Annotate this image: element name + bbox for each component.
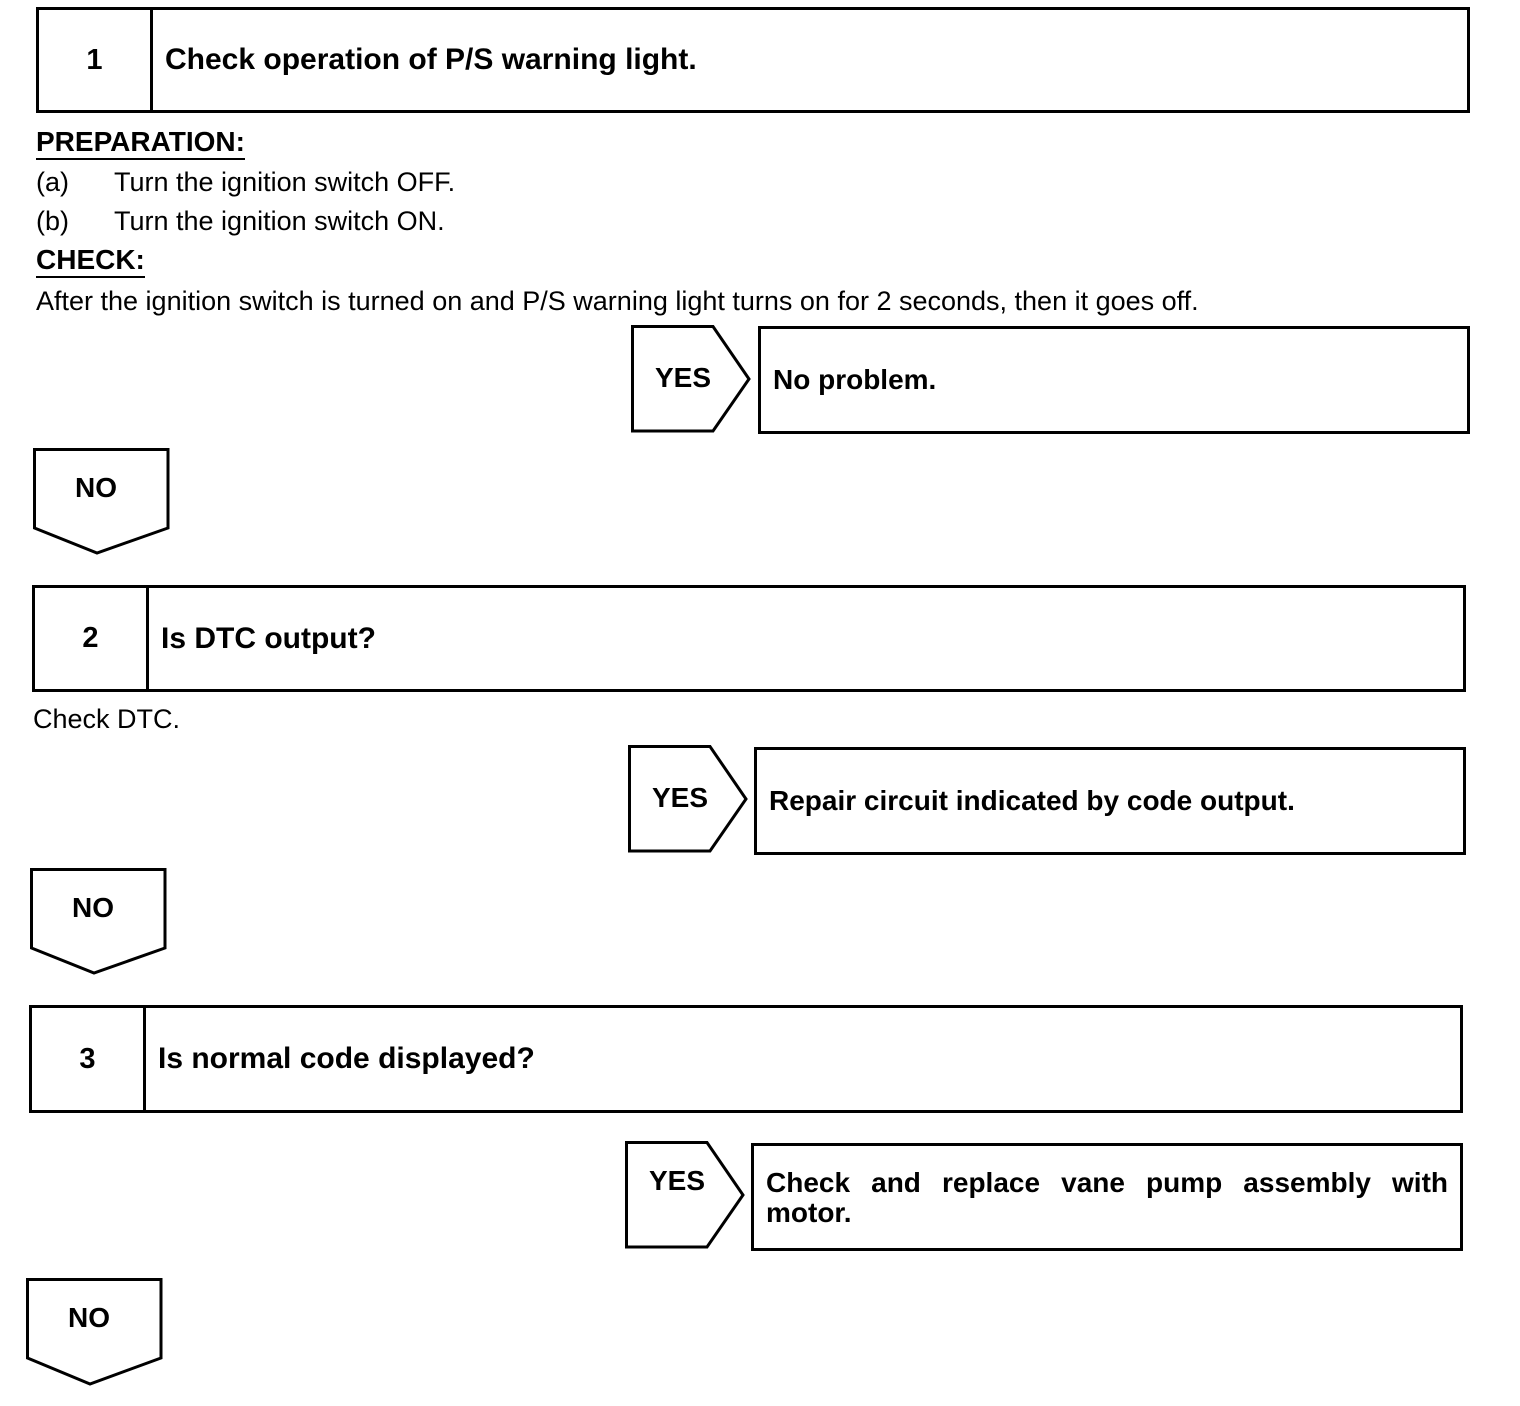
step-3-title: Is normal code displayed? [158, 1042, 535, 1075]
step-1-yes-result: No problem. [758, 326, 1470, 434]
step-1-no-arrow [33, 448, 170, 555]
preparation-heading: PREPARATION: [36, 126, 245, 160]
step-3-number: 3 [32, 1008, 146, 1110]
step-3-yes-result-line-1: Check and replace vane pump assembly with [766, 1167, 1448, 1198]
step-3-no-label: NO [68, 1302, 110, 1333]
step-2-note: Check DTC. [33, 704, 181, 734]
step-2-yes-label: YES [652, 782, 709, 813]
check-text: After the ignition switch is turned on and P/S warning light turns on for 2 seconds, then it goes off. [36, 286, 1199, 316]
preparation-item-a [36, 166, 455, 198]
step-2-yes-result: Repair circuit indicated by code output. [754, 747, 1466, 855]
step-3-yes-result [751, 1143, 1463, 1251]
step-1-number: 1 [39, 10, 153, 110]
step-2-number: 2 [35, 588, 149, 689]
step-3-no-arrow [26, 1278, 163, 1386]
preparation-item-b-tag: (b) [36, 206, 69, 236]
step-3-header [29, 1005, 1463, 1113]
step-3-yes-arrow [625, 1141, 747, 1249]
check-heading: CHECK: [36, 244, 145, 278]
preparation-item-a-tag: (a) [36, 167, 69, 197]
step-2-yes-arrow [628, 745, 750, 853]
step-1-title: Check operation of P/S warning light. [165, 43, 697, 76]
step-1-header [36, 7, 1470, 113]
step-1-yes-label: YES [655, 362, 712, 393]
preparation-item-b [36, 205, 445, 237]
step-2-no-arrow [30, 868, 167, 975]
step-1-no-label: NO [75, 472, 117, 503]
step-1-yes-arrow [631, 325, 753, 433]
step-2-header [32, 585, 1466, 692]
step-2-no-label: NO [72, 892, 114, 923]
step-3-yes-label: YES [649, 1165, 706, 1196]
step-2-title: Is DTC output? [161, 621, 376, 655]
preparation-item-b-text: Turn the ignition switch ON. [114, 206, 445, 236]
step-3-yes-result-line-2: motor. [766, 1197, 852, 1228]
preparation-item-a-text: Turn the ignition switch OFF. [114, 167, 456, 197]
